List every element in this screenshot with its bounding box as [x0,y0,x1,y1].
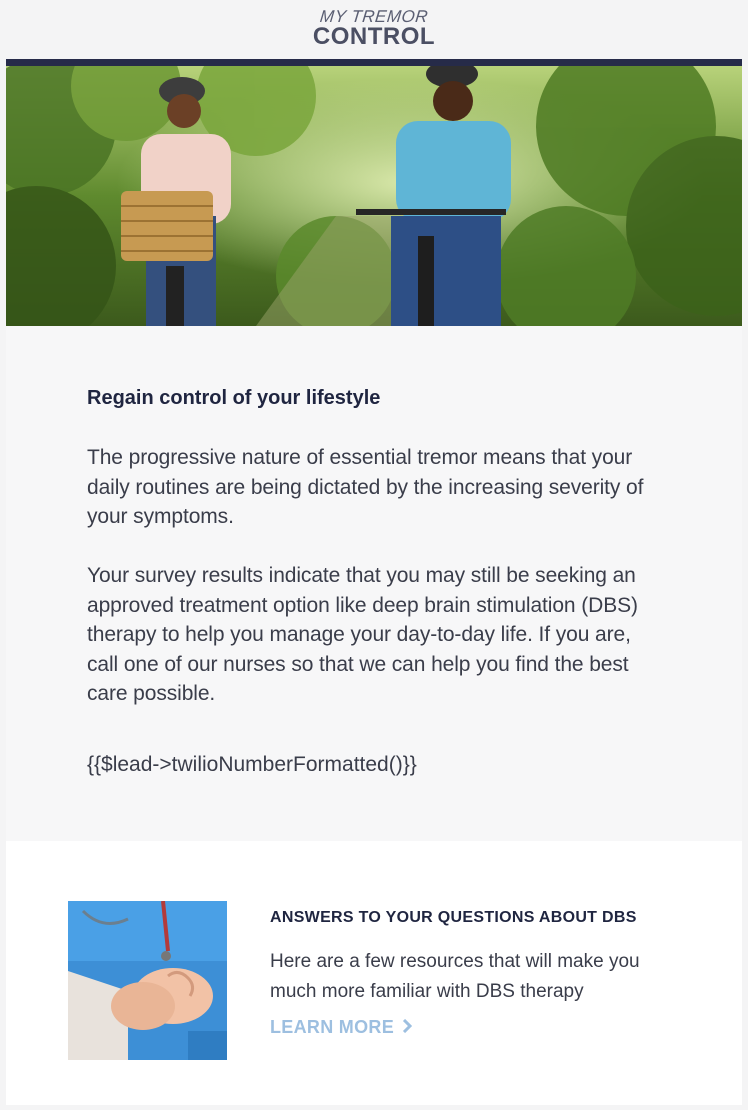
logo-line-1: MY TREMOR [319,7,430,26]
card-description: Here are a few resources that will make you much more familiar with DBS therapy [270,951,640,1002]
hero-photo-illustration [6,66,742,326]
survey-paragraph: Your survey results indicate that you may still be seeking an approved treatment option like deep brain stimulation (DBS) therapy to help you manage your day-to-day life. If you are, call one of our nurses so that we can help you find the best care possible. [87,564,638,705]
learn-more-label: LEARN MORE [270,1017,394,1037]
resource-card [6,841,742,1105]
phone-number-placeholder[interactable]: {{$lead->twilioNumberFormatted()}} [87,753,417,776]
nurse-image [68,901,227,1060]
intro-paragraph: The progressive nature of essential tremor means that your daily routines are being dictated by the increasing severity of your symptoms. [87,446,644,528]
my-tremor-control-logo[interactable] [0,8,748,48]
section-headline: Regain control of your lifestyle [87,387,381,409]
email-header [0,0,748,59]
header-divider-bar [6,59,742,66]
logo-line-2: CONTROL [312,23,436,50]
card-title: ANSWERS TO YOUR QUESTIONS ABOUT DBS [270,909,637,926]
hero-image-couple-cycling [6,66,742,326]
main-content-section [6,326,742,841]
nurse-photo-illustration [68,901,227,1060]
chevron-right-icon [402,1017,412,1038]
learn-more-link[interactable] [270,1017,412,1038]
